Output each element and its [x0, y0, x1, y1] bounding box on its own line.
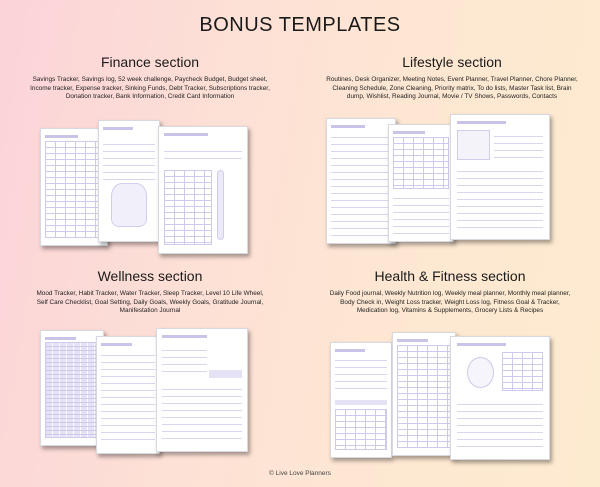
- lifestyle-preview-sheet-1: [326, 118, 396, 244]
- wellness-preview-sheet-1: [40, 330, 104, 446]
- page-title: BONUS TEMPLATES: [199, 14, 401, 36]
- finance-preview-sheet-2: [98, 120, 160, 242]
- lifestyle-heading: Lifestyle section: [402, 54, 502, 70]
- finance-heading: Finance section: [100, 54, 200, 70]
- finance-description: Savings Tracker, Savings log, 52 week challenge, Paycheck Budget, Budget sheet, Income tracker, Expense tracker, Sinking Funds, Debt Tracker, Subscriptions tracker, Donation tracker, Bank Information, Credit Card Information: [30, 76, 270, 101]
- lifestyle-preview-sheet-2: [388, 124, 454, 242]
- health-section: [310, 268, 590, 316]
- lifestyle-section: [312, 54, 592, 102]
- health-heading: Health & Fitness section: [374, 268, 526, 284]
- wellness-preview-sheet-2: [96, 336, 160, 454]
- health-preview-sheet-1: [330, 342, 392, 458]
- health-preview-sheet-3: [450, 336, 550, 460]
- lifestyle-preview-sheet-3: [450, 114, 550, 240]
- finance-preview-sheet-3: [158, 126, 248, 254]
- finance-section: [10, 54, 290, 102]
- footer-credit: © Live Love Planners: [269, 470, 331, 477]
- wellness-preview-sheet-3: [156, 328, 248, 452]
- wellness-section: [10, 268, 290, 316]
- lifestyle-description: Routines, Desk Organizer, Meeting Notes, Event Planner, Travel Planner, Chore Planner, Cleaning Schedule, Zone Cleaning, Priority matrix, To do lists, Master Task list, Brain dump, Wishlist, Reading Journal, Movie / TV Shows, Passwords, Contacts: [326, 76, 578, 101]
- health-preview-sheet-2: [392, 332, 456, 456]
- wellness-heading: Wellness section: [97, 268, 203, 284]
- health-description: Daily Food journal, Weekly Nutrition log, Weekly meal planner, Monthly meal planner, Body Check in, Weight Loss tracker, Weight Loss log, Fitness Goal & Tracker, Medication log, Vitamins & Supplements, Grocery Lists & Recipes: [329, 290, 571, 315]
- wellness-description: Mood Tracker, Habit Tracker, Water Tracker, Sleep Tracker, Level 10 Life Wheel, Self Care Checklist, Goal Setting, Daily Goals, Weekly Goals, Gratitude Journal, Manifestation Journal: [36, 290, 264, 315]
